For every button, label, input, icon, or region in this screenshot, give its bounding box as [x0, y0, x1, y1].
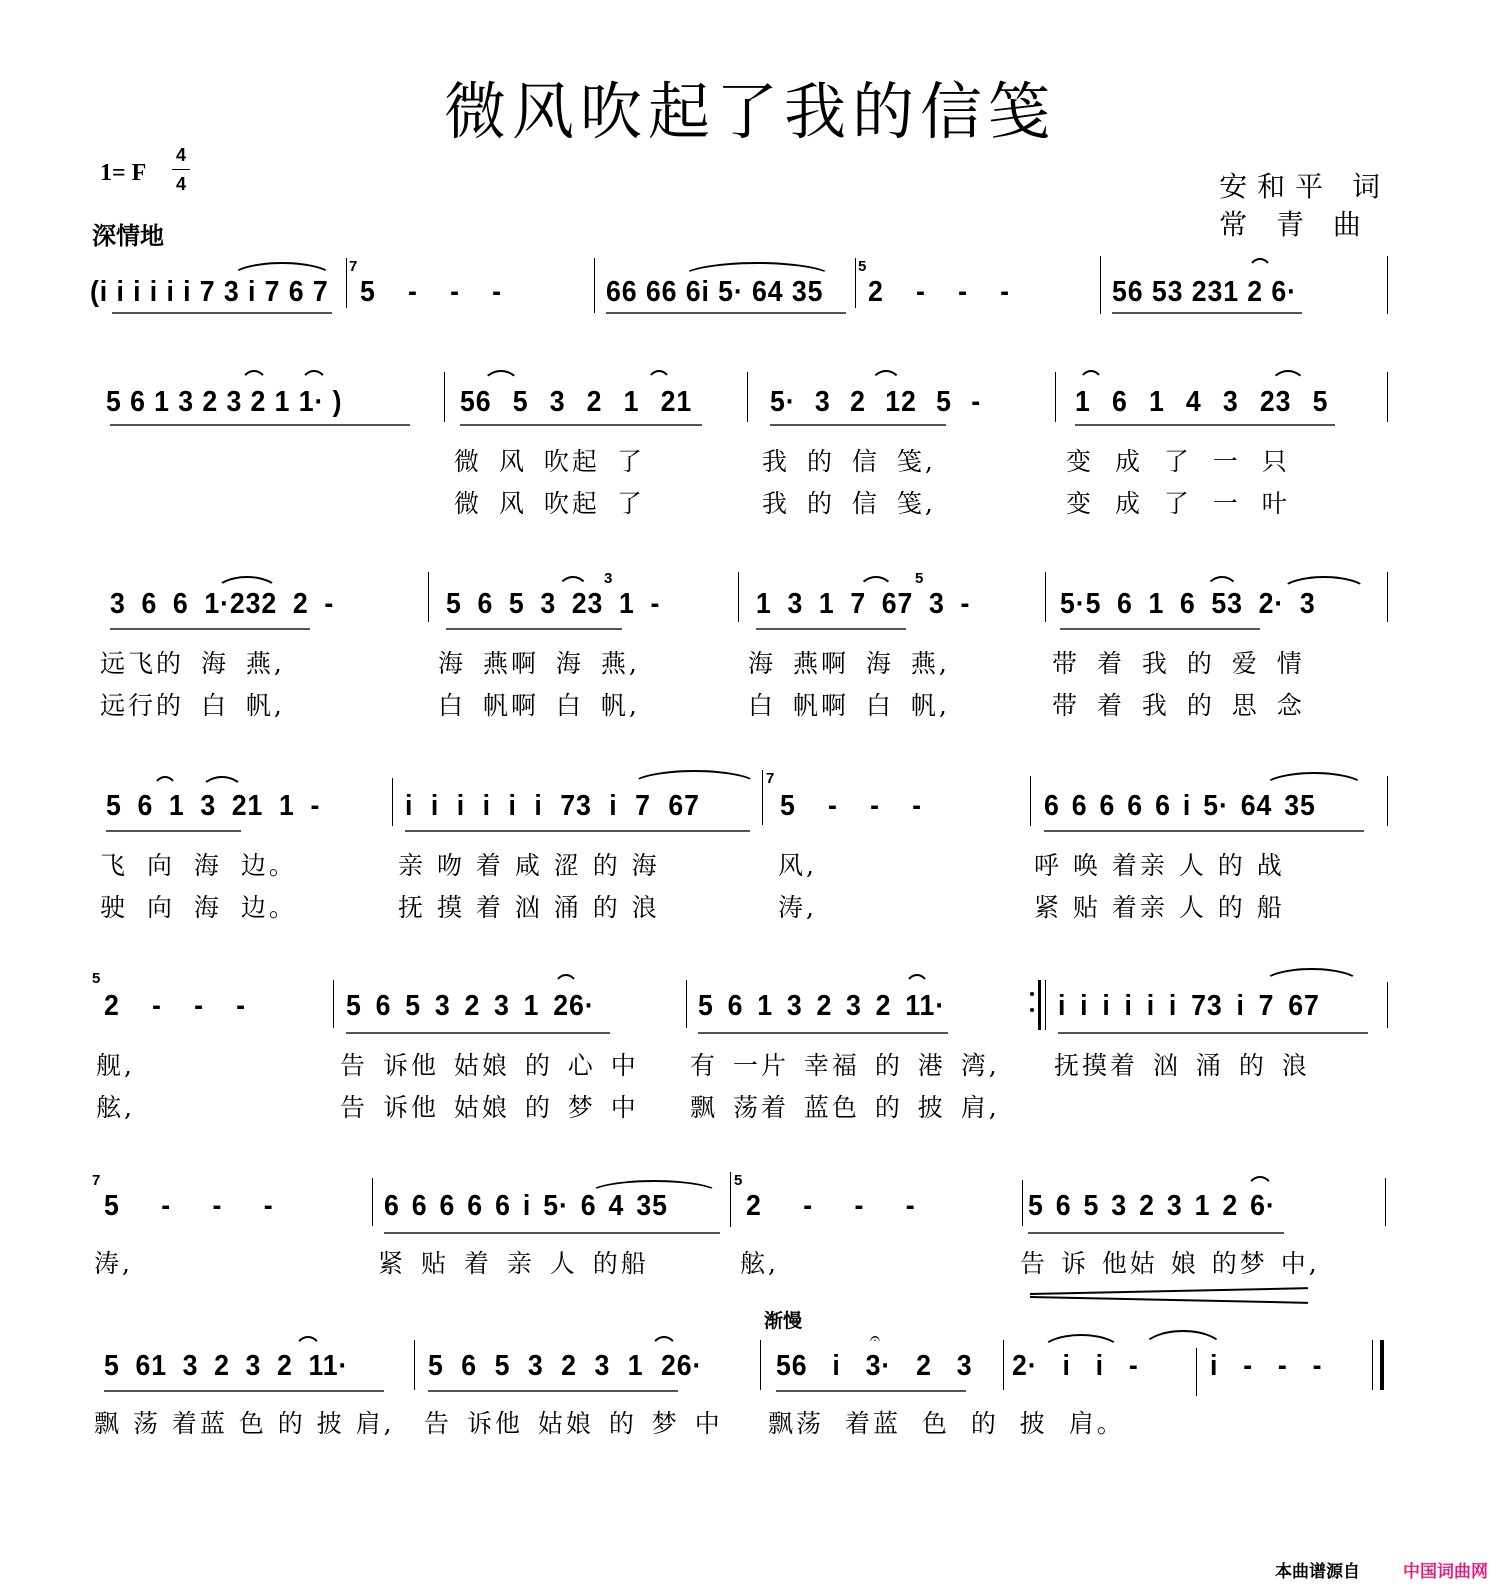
source-site-link[interactable]: 中国词曲网: [1403, 1562, 1488, 1582]
slur: [1262, 968, 1361, 984]
lyric-verse2: 抚 摸 着 汹 涌 的 浪: [398, 893, 660, 922]
measure-notes: (i i i i i i 7 3 i 7 6 7: [90, 276, 329, 308]
slur: [482, 370, 520, 386]
lyric-verse1: 海 燕啊 海 燕,: [438, 649, 640, 678]
measure-notes: 66 66 6i 5· 64 35: [606, 276, 824, 308]
bar-line: [1387, 572, 1388, 622]
slur: [1280, 576, 1368, 592]
beam-underline: [1060, 628, 1260, 630]
slur: [1140, 1330, 1226, 1352]
lyric-verse1: 舰,: [96, 1051, 135, 1080]
repeat-dot: [1030, 1008, 1034, 1012]
lyric-verse2: 飘 荡着 蓝色 的 披 肩,: [690, 1093, 1000, 1122]
measure-notes: 5 - - -: [104, 1190, 274, 1222]
bar-line: [1387, 372, 1388, 422]
bar-line: [730, 1172, 731, 1227]
measure-notes: i i i i i i 73 i 7 67: [1058, 990, 1320, 1022]
lyric-verse1: 告 诉他 姑娘 的 心 中: [340, 1051, 639, 1080]
measure-notes: 5 - - -: [360, 276, 502, 308]
bar-line: [414, 1340, 415, 1390]
measure-notes: 3 6 6 1·232 2 -: [110, 588, 335, 620]
measure-notes: 2· i i -: [1012, 1350, 1139, 1382]
measure-notes: 2 - - -: [868, 276, 1010, 308]
lyric-verse2: 紧 贴 着亲 人 的 船: [1034, 893, 1285, 922]
decrescendo-line-top: [1030, 1287, 1308, 1295]
slur: [230, 262, 334, 278]
measure-notes: 5 6 5 3 2 3 1 26·: [428, 1350, 703, 1382]
bar-line: [372, 1178, 373, 1226]
beam-underline: [106, 830, 241, 832]
key-signature: 1= F: [100, 160, 147, 186]
beam-underline: [776, 1390, 966, 1392]
measure-notes: 5 6 5 3 23 1 -: [446, 588, 661, 620]
beam-underline: [1044, 830, 1364, 832]
lyric-verse2: 白 帆啊 白 帆,: [748, 691, 950, 720]
measure-notes: 1 6 1 4 3 23 5: [1075, 386, 1329, 418]
bar-line: [1045, 980, 1046, 1030]
grace-note: 5: [858, 258, 867, 275]
composer-credit: 常 青 曲: [1219, 208, 1371, 241]
measure-notes: 5 - - -: [780, 790, 922, 822]
grace-note: 7: [766, 770, 775, 787]
beam-underline: [110, 424, 410, 426]
bar-line: [1100, 256, 1101, 314]
repeat-dot: [1030, 992, 1034, 996]
slur: [1078, 370, 1104, 386]
final-barline-thin: [1372, 1340, 1373, 1390]
slur: [870, 370, 902, 386]
lyric-verse1: 海 燕啊 海 燕,: [748, 649, 950, 678]
measure-notes: 56 53 231 2 6·: [1112, 276, 1297, 308]
lyric-verse1: 涛,: [94, 1249, 133, 1278]
slur: [588, 1180, 720, 1194]
slur: [1246, 1176, 1274, 1192]
repeat-start-barline: [1038, 980, 1041, 1030]
slur: [630, 770, 759, 786]
slur: [300, 370, 328, 386]
grace-note: 5: [915, 570, 924, 587]
lyric-verse1: 亲 吻 着 咸 涩 的 海: [398, 851, 660, 880]
lyric-verse1: 呼 唤 着亲 人 的 战: [1034, 851, 1285, 880]
measure-notes: 5 6 5 3 2 3 1 26·: [346, 990, 595, 1022]
beam-underline: [460, 424, 702, 426]
bar-line: [1003, 1340, 1004, 1390]
beam-underline: [1058, 1032, 1368, 1034]
beam-underline: [756, 628, 906, 630]
slur: [1040, 1334, 1122, 1352]
slur: [553, 974, 579, 990]
measure-notes: 5 6 1 3 2 3 2 1 1· ): [106, 386, 343, 418]
lyric-verse2: 我 的 信 笺,: [762, 489, 936, 518]
beam-underline: [606, 312, 846, 314]
beam-underline: [770, 424, 946, 426]
tempo-change-marking: 渐慢: [764, 1310, 803, 1332]
bar-line: [594, 258, 595, 313]
beam-underline: [1112, 312, 1302, 314]
slur: [200, 776, 244, 792]
bar-line: [1387, 982, 1388, 1028]
source-label: 本曲谱源自: [1275, 1562, 1360, 1582]
bar-line: [747, 372, 748, 422]
measure-notes: 2 - - -: [746, 1190, 916, 1222]
lyric-verse1: 告 诉 他姑 娘 的梦 中,: [1020, 1249, 1320, 1278]
lyric-verse1: 带 着 我 的 爱 情: [1052, 649, 1305, 678]
bar-line: [686, 980, 687, 1028]
lyric-verse1: 远飞的 海 燕,: [100, 649, 285, 678]
slur: [294, 1336, 322, 1352]
bar-line: [1030, 776, 1031, 826]
lyric-verse1: 紧 贴 着 亲 人 的船: [378, 1249, 649, 1278]
fermata-icon: 𝄐: [870, 1328, 881, 1349]
slur: [1205, 576, 1239, 592]
slur: [904, 974, 930, 990]
measure-notes: 5 6 1 3 21 1 -: [106, 790, 321, 822]
time-signature-bottom: 4: [175, 174, 186, 194]
slur: [646, 370, 672, 386]
slur: [557, 576, 589, 592]
slur: [858, 576, 894, 592]
bar-line: [392, 778, 393, 826]
bar-line: [428, 572, 429, 622]
slur: [1270, 370, 1306, 386]
lyric-verse2: 告 诉他 姑娘 的 梦 中: [340, 1093, 639, 1122]
score-title: 微风吹起了我的信笺: [443, 75, 1056, 148]
lyric-verse1: 飘荡 着蓝 色 的 披 肩。: [768, 1409, 1125, 1438]
bar-line: [333, 980, 334, 1028]
final-barline-thick: [1380, 1340, 1384, 1390]
beam-underline: [428, 1390, 678, 1392]
measure-notes: 1 3 1 7 67 3 -: [756, 588, 971, 620]
bar-line: [760, 1340, 761, 1390]
beam-underline: [698, 1032, 948, 1034]
time-signature-top: 4: [175, 145, 186, 165]
slur: [152, 776, 178, 792]
lyric-verse1: 变 成 了 一 只: [1066, 447, 1290, 476]
lyric-verse1: 飘 荡 着蓝 色 的 披 肩,: [94, 1409, 395, 1438]
slur: [1247, 258, 1273, 274]
lyric-verse1: 微 风 吹起 了: [454, 447, 645, 476]
beam-underline: [346, 1032, 610, 1034]
beam-underline: [110, 628, 310, 630]
measure-notes: 6 6 6 6 6 i 5· 64 35: [1044, 790, 1316, 822]
grace-note: 3: [604, 570, 613, 587]
beam-underline: [446, 628, 622, 630]
bar-line: [1387, 256, 1388, 314]
decrescendo-line-bottom: [1030, 1296, 1308, 1304]
bar-line: [1385, 1178, 1386, 1226]
tempo-marking: 深情地: [92, 222, 164, 250]
lyric-verse1: 风,: [778, 851, 817, 880]
bar-line: [762, 770, 763, 825]
grace-note: 5: [734, 1172, 743, 1189]
lyric-verse1: 我 的 信 笺,: [762, 447, 936, 476]
lyricist-credit: 安和平 词: [1219, 170, 1390, 203]
beam-underline: [384, 1232, 720, 1234]
slur: [215, 576, 279, 592]
beam-underline: [405, 830, 750, 832]
measure-notes: i - - -: [1210, 1350, 1323, 1382]
grace-note: 7: [349, 258, 358, 275]
measure-notes: 5· 3 2 12 5 -: [770, 386, 982, 418]
lyric-verse2: 变 成 了 一 叶: [1066, 489, 1290, 518]
lyric-verse1: 飞 向 海 边。: [100, 851, 297, 880]
lyric-verse2: 涛,: [778, 893, 817, 922]
bar-line: [1045, 572, 1046, 622]
beam-underline: [1028, 1232, 1284, 1234]
measure-notes: 56 i 3· 2 3: [776, 1350, 973, 1382]
lyric-verse1: 有 一片 幸福 的 港 湾,: [690, 1051, 1000, 1080]
beam-underline: [104, 1390, 384, 1392]
credits: [1219, 168, 1390, 244]
lyric-verse1: 舷,: [740, 1249, 779, 1278]
lyric-verse2: 微 风 吹起 了: [454, 489, 645, 518]
grace-note: 7: [92, 1172, 101, 1189]
lyric-verse2: 远行的 白 帆,: [100, 691, 285, 720]
measure-notes: 56 5 3 2 1 21: [460, 386, 693, 418]
beam-underline: [1075, 424, 1335, 426]
measure-notes: 5·5 6 1 6 53 2· 3: [1060, 588, 1316, 620]
slur: [1262, 772, 1366, 788]
lyric-verse1: 抚摸着 汹 涌 的 浪: [1054, 1051, 1310, 1080]
measure-notes: 6 6 6 6 6 i 5· 6 4 35: [384, 1190, 668, 1222]
bar-line: [346, 258, 347, 308]
measure-notes: 5 6 5 3 2 3 1 2 6·: [1028, 1190, 1276, 1222]
bar-line: [1055, 372, 1056, 422]
time-signature: [172, 144, 190, 195]
lyric-verse2: 舷,: [96, 1093, 135, 1122]
time-signature-divider: [172, 169, 190, 170]
bar-line: [444, 372, 445, 422]
bar-line: [855, 258, 856, 308]
bar-line: [1196, 1348, 1197, 1396]
bar-line: [1022, 1180, 1023, 1226]
measure-notes: 5 6 1 3 2 3 2 11·: [698, 990, 946, 1022]
measure-notes: i i i i i i 73 i 7 67: [405, 790, 700, 822]
slur: [650, 1336, 678, 1352]
slur: [680, 262, 834, 278]
lyric-verse1: 告 诉他 姑娘 的 梦 中: [424, 1409, 723, 1438]
beam-underline: [112, 312, 332, 314]
lyric-verse2: 驶 向 海 边。: [100, 893, 297, 922]
lyric-verse2: 带 着 我 的 思 念: [1052, 691, 1305, 720]
slur: [240, 370, 268, 386]
lyric-verse2: 白 帆啊 白 帆,: [438, 691, 640, 720]
measure-notes: 5 61 3 2 3 2 11·: [104, 1350, 349, 1382]
bar-line: [1387, 776, 1388, 826]
measure-notes: 2 - - -: [104, 990, 246, 1022]
bar-line: [738, 572, 739, 622]
grace-note: 5: [92, 970, 101, 987]
